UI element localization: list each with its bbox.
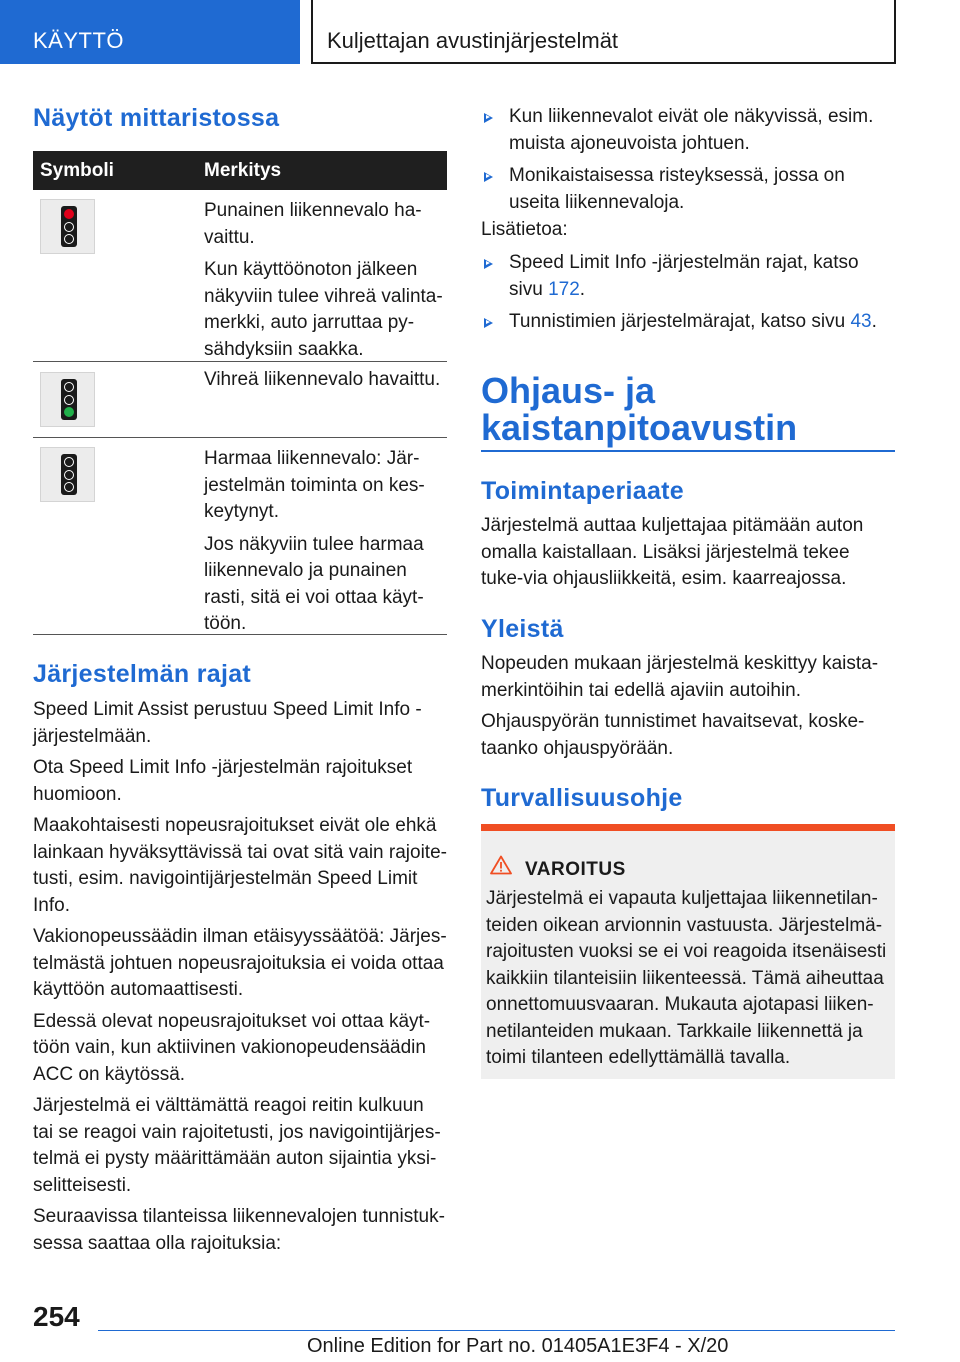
main-heading: Ohjaus- ja kaistanpitoavustin bbox=[481, 370, 798, 448]
body-paragraph: Ota Speed Limit Info -järjestelmän rajoitukset huomioon. bbox=[33, 757, 413, 805]
chapter-title: Kuljettajan avustinjärjestelmät bbox=[327, 28, 619, 53]
section-tab bbox=[0, 0, 300, 64]
page-link-172[interactable]: 172 bbox=[548, 278, 580, 300]
body-paragraph: Maakohtaisesti nopeusrajoitukset eivät ole ehkä lainkaan hyväksyttävissä tai ovat sitä vain rajoite-tusti, esim. navigointijärjestelmän Speed Limit Info. bbox=[33, 815, 447, 916]
symbol-table bbox=[33, 151, 447, 635]
warning-title: VAROITUS bbox=[525, 859, 626, 880]
meaning-text: Jos näkyviin tulee harmaa liikennevalo ja punainen rasti, sitä ei voi ottaa käyt-töön. bbox=[204, 533, 424, 634]
body-paragraph: Nopeuden mukaan järjestelmä keskittyy kaista-merkintöihin tai edellä ajaviin autoihin. bbox=[481, 653, 879, 701]
general-body bbox=[481, 651, 897, 767]
limits-body bbox=[33, 697, 449, 1262]
list-item: Tunnistimien järjestelmärajat, katso sivu 43. bbox=[481, 309, 895, 336]
list-item: Monikaistaisessa risteyksessä, jossa on useita liikennevaloja. bbox=[481, 163, 895, 216]
chapter-tab bbox=[311, 0, 896, 64]
meaning-text: Harmaa liikennevalo: Jär-jestelmän toiminta on kes-keytynyt. bbox=[204, 448, 425, 522]
footer-rule bbox=[98, 1330, 895, 1331]
meaning-text: Vihreä liikennevalo havaittu. bbox=[204, 369, 441, 390]
heading-displays: Näytöt mittaristossa bbox=[33, 104, 280, 132]
table-cell-meaning bbox=[204, 367, 447, 400]
body-paragraph: Seuraavissa tilanteissa liikennevalojen tunnistuk-sessa saattaa olla rajoituksia: bbox=[33, 1206, 445, 1254]
bullet-triangle-icon bbox=[484, 259, 493, 269]
traffic-light-grey-icon bbox=[40, 447, 95, 502]
table-row bbox=[33, 438, 447, 635]
bullet-triangle-icon bbox=[484, 318, 493, 328]
meaning-text: Punainen liikennevalo ha-vaittu. bbox=[204, 200, 422, 248]
principle-text: Järjestelmä auttaa kuljettajaa pitämään auton omalla kaistallaan. Lisäksi järjestelmä tekee tuke-via ohjausliikkeitä, esim. kaarreajossa. bbox=[481, 515, 864, 589]
edition-note: Online Edition for Part no. 01405A1E3F4 - X/20 bbox=[307, 1335, 729, 1357]
body-paragraph: Speed Limit Assist perustuu Speed Limit Info -järjestelmään. bbox=[33, 699, 422, 747]
table-row bbox=[33, 190, 447, 362]
body-paragraph: Vakionopeussäädin ilman etäisyyssäätöä: Järjes-telmästä johtuen nopeusrajoituksia ei voida ottaa käyttöön automaattisesti. bbox=[33, 926, 447, 1000]
heading-rule bbox=[481, 450, 895, 452]
heading-system-limits: Järjestelmän rajat bbox=[33, 660, 252, 688]
table-header bbox=[33, 151, 447, 190]
more-info-list bbox=[481, 250, 895, 342]
heading-general: Yleistä bbox=[481, 615, 564, 643]
warning-triangle-icon bbox=[490, 855, 512, 875]
more-info-label: Lisätietoa: bbox=[481, 219, 568, 240]
list-item: Kun liikennevalot eivät ole näkyvissä, esim. muista ajoneuvoista johtuen. bbox=[481, 104, 895, 157]
table-cell-meaning bbox=[204, 198, 447, 369]
column-header-meaning: Merkitys bbox=[204, 160, 282, 181]
page-link-43[interactable]: 43 bbox=[850, 311, 872, 332]
section-title: KÄYTTÖ bbox=[33, 28, 125, 53]
page-number: 254 bbox=[33, 1301, 80, 1332]
table-cell-meaning bbox=[204, 446, 447, 644]
warning-text: Järjestelmä ei vapauta kuljettajaa liikennetilan-teiden oikean arvionnin vastuusta. Järjestelmä-rajoitusten vuoksi se ei voi reagoida itsenäisesti kaikkiin tilanteisiin liikenteessä. Tämä aiheuttaa onnettomuusvaaran. Mukauta ajotapasi liiken-netilanteiden mukaan. Tarkkaile liikennettä ja toimi tilanteen edellyttämällä tavalla. bbox=[486, 888, 887, 1068]
table-row bbox=[33, 362, 447, 438]
traffic-light-red-icon bbox=[40, 199, 95, 254]
warning-box bbox=[481, 824, 895, 1079]
heading-safety: Turvallisuusohje bbox=[481, 784, 683, 812]
heading-principle: Toimintaperiaate bbox=[481, 477, 684, 505]
body-paragraph: Järjestelmä ei välttämättä reagoi reitin kulkuun tai se reagoi vain rajoitetusti, jos navigointijärjes-telmä ei pysty määrittämään auton sijaintia yksi-selitteisesti. bbox=[33, 1095, 441, 1196]
limitations-list bbox=[481, 104, 895, 222]
traffic-light-green-icon bbox=[40, 372, 95, 427]
body-paragraph: Ohjauspyörän tunnistimet havaitsevat, koske-taanko ohjauspyörään. bbox=[481, 711, 865, 759]
bullet-triangle-icon bbox=[484, 172, 493, 182]
body-paragraph: Edessä olevat nopeusrajoitukset voi ottaa käyt-töön vain, kun aktiivinen vakionopeudensäädin ACC on käytössä. bbox=[33, 1010, 431, 1085]
bullet-triangle-icon bbox=[484, 113, 493, 123]
meaning-text: Kun käyttöönoton jälkeen näkyviin tulee vihreä valinta-merkki, auto jarruttaa py-sähdyksiin saakka. bbox=[204, 259, 443, 360]
list-item: Speed Limit Info -järjestelmän rajat, katso sivu 172. bbox=[481, 250, 895, 303]
column-header-symbol: Symboli bbox=[40, 160, 114, 181]
